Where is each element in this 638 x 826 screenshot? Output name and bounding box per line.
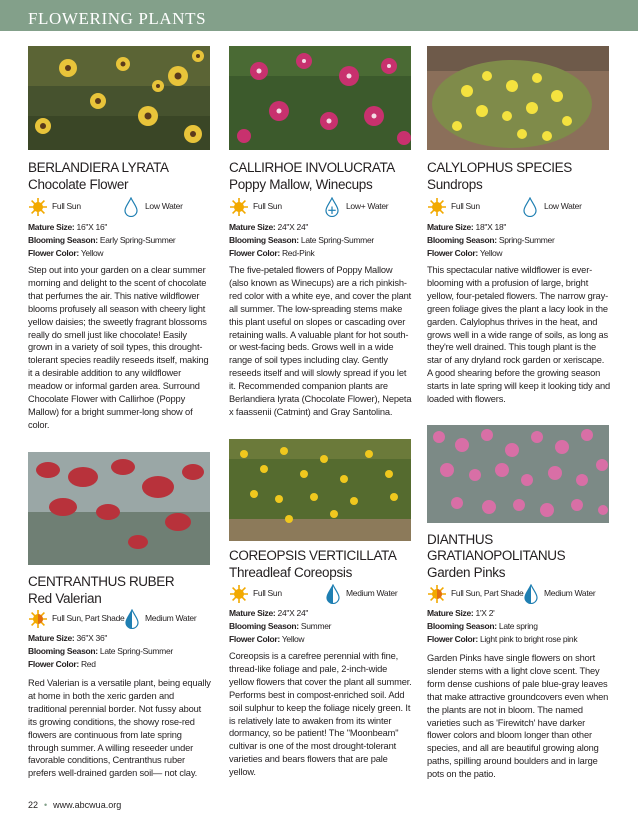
poppy-mallow-photo	[229, 46, 411, 150]
plant-common-name: Sundrops	[427, 177, 483, 192]
mature-size: 24"X 24"	[277, 608, 309, 618]
blooming-season: Summer	[300, 621, 332, 631]
plant-description: This spectacular native wildflower is ever-blooming with a profusion of large, bright yellow, four-petaled flowers. The narrow gray-green foliage gives the plant a lacy look in the garden. Calylophus thrives in the heat, and grows well in a wide range of soils, as long as they're well drained. This tough plant is the star of any dryland rock garden or xeriscape. A good shearing before the growing season starts in late spring will keep it looking tidy and loaded with flowers.	[427, 265, 611, 405]
water-drop-half-icon	[524, 584, 538, 604]
plant-common-name: Red Valerian	[28, 591, 102, 606]
blooming-season: Spring-Summer	[498, 235, 555, 245]
water-drop-icon	[124, 197, 138, 217]
sun-icon	[229, 197, 249, 217]
plant-common-name: Threadleaf Coreopsis	[229, 565, 353, 580]
plant-scientific-name-line-1: DIANTHUS	[427, 532, 493, 547]
flower-color: Yellow	[281, 634, 305, 644]
sundrops-photo	[427, 46, 609, 150]
mature-size: 24"X 24"	[277, 222, 309, 232]
threadleaf-coreopsis-photo	[229, 439, 411, 541]
plant-specs: Mature Size: 18"X 18" Blooming Season: Spring-Summer Flower Color: Yellow	[427, 222, 555, 258]
water-drop-plus-icon	[325, 197, 339, 217]
plant-scientific-name: CENTRANTHUS RUBER	[28, 574, 175, 589]
sun-icon	[28, 197, 48, 217]
section-header	[0, 0, 638, 31]
water-label: Low+ Water	[346, 201, 389, 211]
plant-description: The five-petaled flowers of Poppy Mallow (also known as Winecups) are a rich pinkish-red color with a white eye, and cover the plant all summer. The low-spreading stems make this plant useful on slopes or cascading over retaining walls. A valuable plant for hot south- or west-facing beds. Grows well in a wide range of soil types including clay. Gently reseeds itself and will slowly spread if you let it. Recommended companion plants are Berlandiera lyrata (Chocolate Flower), Nepeta x faassenii (Catmint) and Gray Santolina.	[229, 265, 412, 417]
plant-common-name: Garden Pinks	[427, 565, 506, 580]
sun-label: Full Sun	[451, 201, 480, 211]
sun-partial-shade-icon	[427, 584, 447, 604]
sun-label: Full Sun, Part Shade	[52, 613, 125, 623]
plant-specs: Mature Size: 16"X 16" Blooming Season: Early Spring-Summer Flower Color: Yellow	[28, 222, 176, 258]
mature-size: 16"X 16"	[76, 222, 108, 232]
plant-specs: Mature Size: 1'X 2' Blooming Season: Late spring Flower Color: Light pink to bright rose pink	[427, 608, 578, 644]
blooming-season: Late Spring-Summer	[300, 235, 374, 245]
plant-description: Red Valerian is a versatile plant, being equally at home in both the xeric garden and traditional perennial border. Not fussy about its growing conditions, the showy rose-red flowers are continuous from late spring through summer. A willing reseeder under favorable conditions, Centranthus ruber prefers well-drained garden soil— not clay.	[28, 678, 211, 779]
sun-partial-shade-icon	[28, 609, 48, 629]
plant-scientific-name: COREOPSIS VERTICILLATA	[229, 548, 397, 563]
mature-size: 18"X 18"	[475, 222, 507, 232]
chocolate-flower-photo	[28, 46, 210, 150]
footer-bullet: •	[44, 800, 48, 810]
flower-color: Red	[80, 659, 96, 669]
garden-pinks-photo	[427, 425, 609, 523]
growing-conditions	[28, 197, 218, 217]
growing-conditions	[427, 197, 617, 217]
growing-conditions	[229, 584, 419, 604]
plant-specs: Mature Size: 36"X 36" Blooming Season: Late Spring-Summer Flower Color: Red	[28, 633, 173, 669]
blooming-season: Late spring	[498, 621, 538, 631]
water-label: Medium Water	[346, 588, 398, 598]
mature-size: 1'X 2'	[475, 608, 495, 618]
water-label: Medium Water	[544, 588, 596, 598]
water-drop-icon	[523, 197, 537, 217]
sun-label: Full Sun	[52, 201, 81, 211]
sun-label: Full Sun, Part Shade	[451, 588, 524, 598]
blooming-season: Late Spring-Summer	[99, 646, 173, 656]
flower-color: Red-Pink	[281, 248, 315, 258]
section-title: FLOWERING PLANTS	[28, 9, 207, 28]
plant-scientific-name: CALLIRHOE INVOLUCRATA	[229, 160, 395, 175]
growing-conditions	[28, 609, 218, 629]
sun-label: Full Sun	[253, 201, 282, 211]
plant-scientific-name: BERLANDIERA LYRATA	[28, 160, 169, 175]
website-link[interactable]: www.abcwua.org	[53, 800, 122, 810]
plant-description: Garden Pinks have single flowers on short slender stems with a light clove scent. They form dense cushions of pale blue-gray leaves that make attractive groundcovers even when the plants are not in bloom. The named varieties such as 'Firewitch' have darker flower colors and bloom longer than other species, and all are beautiful growing along paths, spilling around boulders and in large pots on the patio.	[427, 653, 609, 780]
plant-description: Coreopsis is a carefree perennial with fine, thread-like foliage and pale, 2-inch-wide yellow flowers that cover the plant all summer. Performs best in compost-enriched soil. Add soil sulphur to keep the foliage nicely green. It is relatively late to awaken from its winter dormancy, so be patient! The "Moonbeam" cultivar is one of the most drought-tolerant varieties and bears flowers that are pale yellow.	[229, 651, 412, 778]
sun-label: Full Sun	[253, 588, 282, 598]
water-drop-half-icon	[326, 584, 340, 604]
plant-scientific-name-line-2: GRATIANOPOLITANUS	[427, 548, 566, 563]
plant-common-name: Chocolate Flower	[28, 177, 129, 192]
growing-conditions	[427, 584, 617, 604]
plant-scientific-name: CALYLOPHUS SPECIES	[427, 160, 572, 175]
flower-color: Light pink to bright rose pink	[479, 634, 578, 644]
blooming-season: Early Spring-Summer	[99, 235, 176, 245]
sun-icon	[427, 197, 447, 217]
red-valerian-photo	[28, 452, 210, 565]
plant-description: Step out into your garden on a clear summer morning and delight to the scent of chocolate that perfumes the air. This native wildflower blooms profusely all season with cheery light yellow daisies; the sweetly fragrant blossoms really do smell just like chocolate! Easily grown in a variety of soil types, this drought-tolerant species readily reseeds itself, making it a desirable addition to any wildflower meadow or informal garden area. Surround Chocolate Flower with Callirhoe (Poppy Mallow) for a bright summer-long show of color.	[28, 265, 209, 430]
water-label: Low Water	[145, 201, 183, 211]
water-label: Low Water	[544, 201, 582, 211]
mature-size: 36"X 36"	[76, 633, 108, 643]
water-label: Medium Water	[145, 613, 197, 623]
growing-conditions	[229, 197, 419, 217]
water-drop-half-icon	[125, 609, 139, 629]
plant-common-name: Poppy Mallow, Winecups	[229, 177, 373, 192]
flower-color: Yellow	[80, 248, 104, 258]
plant-specs: Mature Size: 24"X 24" Blooming Season: Late Spring-Summer Flower Color: Red-Pink	[229, 222, 374, 258]
sun-icon	[229, 584, 249, 604]
plant-specs: Mature Size: 24"X 24" Blooming Season: Summer Flower Color: Yellow	[229, 608, 332, 644]
page-footer	[28, 800, 121, 810]
flower-color: Yellow	[479, 248, 503, 258]
page-number: 22	[28, 800, 39, 810]
